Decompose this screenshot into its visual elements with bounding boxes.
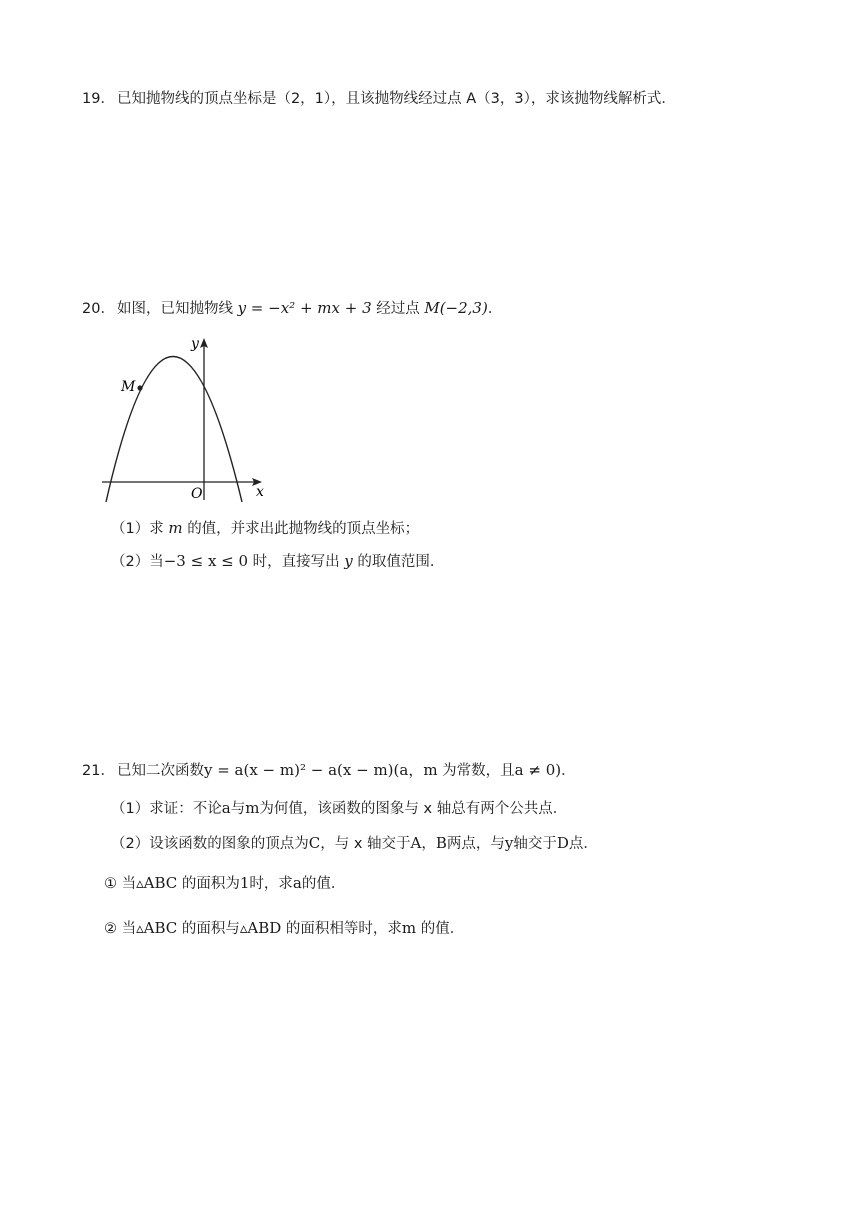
q21-sub2-middle: 的面积与: [181, 921, 240, 937]
q21-part2-C: C: [308, 834, 321, 852]
question-21-function: y = a(x − m)² − a(x − m)(a，m: [203, 761, 438, 779]
q20-part2-var: y: [344, 552, 353, 570]
question-21-text-middle: 为常数，且: [442, 763, 515, 779]
question-20-equation: y = −x² + mx + 3: [237, 299, 372, 317]
question-21-sub-1: [104, 873, 345, 894]
question-21-condition: a ≠ 0): [514, 761, 562, 779]
question-21-sub-2: [104, 918, 464, 939]
q20-part2-inequality: −3 ≤ x ≤ 0: [163, 552, 249, 570]
q20-part1-prefix: （1）求: [111, 521, 164, 537]
q21-sub1-value: 1: [239, 874, 250, 892]
q21-part2-B: B: [435, 834, 447, 852]
q21-sub2-prefix: ② 当: [104, 921, 137, 937]
question-20-part-1: [111, 518, 419, 539]
q21-part2-t2: ，: [421, 836, 436, 852]
question-21: [82, 760, 576, 781]
q21-sub2-middle2: 的面积相等时，求: [285, 921, 402, 937]
question-21-text-end: ．: [561, 763, 576, 779]
point-M: [137, 385, 142, 390]
q21-part1-suffix: 为何值，该函数的图象与 x 轴总有两个公共点．: [259, 801, 568, 817]
q20-part2-suffix: 的取值范围．: [357, 554, 445, 570]
q21-part2-y: y: [504, 834, 514, 852]
q21-part2-t1: ，与 x 轴交于: [320, 836, 411, 852]
q21-sub2-tri2: ▵ABD: [239, 919, 282, 937]
question-20-text-end: ．: [487, 301, 503, 317]
question-21-number: 21．: [82, 763, 115, 779]
q21-sub2-tri1: ▵ABC: [136, 919, 178, 937]
question-19: [82, 89, 676, 109]
question-21-part-1: [111, 798, 567, 819]
q21-sub2-m: m: [401, 919, 417, 937]
label-y: y: [191, 336, 199, 352]
question-20-number: 20．: [82, 301, 115, 317]
q20-part2-prefix: （2）当: [111, 554, 164, 570]
q21-part2-prefix: （2）设该函数的图象的顶点为: [111, 836, 309, 852]
q20-part2-middle: 时，直接写出: [252, 554, 340, 570]
q21-sub1-a: a: [292, 874, 302, 892]
q21-sub1-suffix: 的值．: [301, 876, 346, 892]
q21-part2-D: D: [556, 834, 569, 852]
question-21-part-2: [111, 833, 598, 854]
question-19-number: 19．: [82, 91, 115, 107]
question-20-point: M(−2,3): [424, 299, 488, 317]
question-20-part-2: [111, 551, 444, 572]
question-21-text-before: 已知二次函数: [116, 763, 204, 779]
q21-part1-and: 与: [230, 801, 246, 817]
q21-part2-t5: 点．: [568, 836, 598, 852]
q21-sub1-middle: 的面积为: [181, 876, 240, 892]
q21-part2-t3: 两点，与: [446, 836, 505, 852]
q21-sub1-middle2: 时，求: [249, 876, 293, 892]
q21-part1-m: m: [245, 799, 260, 817]
label-origin: O: [191, 486, 203, 502]
q20-part1-suffix: 的值，并求出此抛物线的顶点坐标；: [187, 521, 420, 537]
question-20: [82, 298, 502, 319]
parabola-figure: [98, 336, 268, 502]
q21-sub1-tri: ▵ABC: [136, 874, 178, 892]
q21-part1-a: a: [221, 799, 231, 817]
q21-part2-t4: 轴交于: [513, 836, 557, 852]
q21-sub1-prefix: ① 当: [104, 876, 137, 892]
label-M: M: [121, 379, 136, 395]
q21-sub2-suffix: 的值．: [420, 921, 465, 937]
label-x: x: [256, 484, 264, 500]
question-20-text-before: 如图，已知抛物线: [116, 301, 233, 317]
q21-part1-prefix: （1）求证：不论: [111, 801, 222, 817]
q21-part2-A: A: [410, 834, 422, 852]
question-20-text-middle: 经过点: [376, 301, 420, 317]
question-19-text: 已知抛物线的顶点坐标是（2，1），且该抛物线经过点 A（3，3），求该抛物线解析式．: [116, 91, 676, 107]
q20-part1-var: m: [168, 519, 183, 537]
